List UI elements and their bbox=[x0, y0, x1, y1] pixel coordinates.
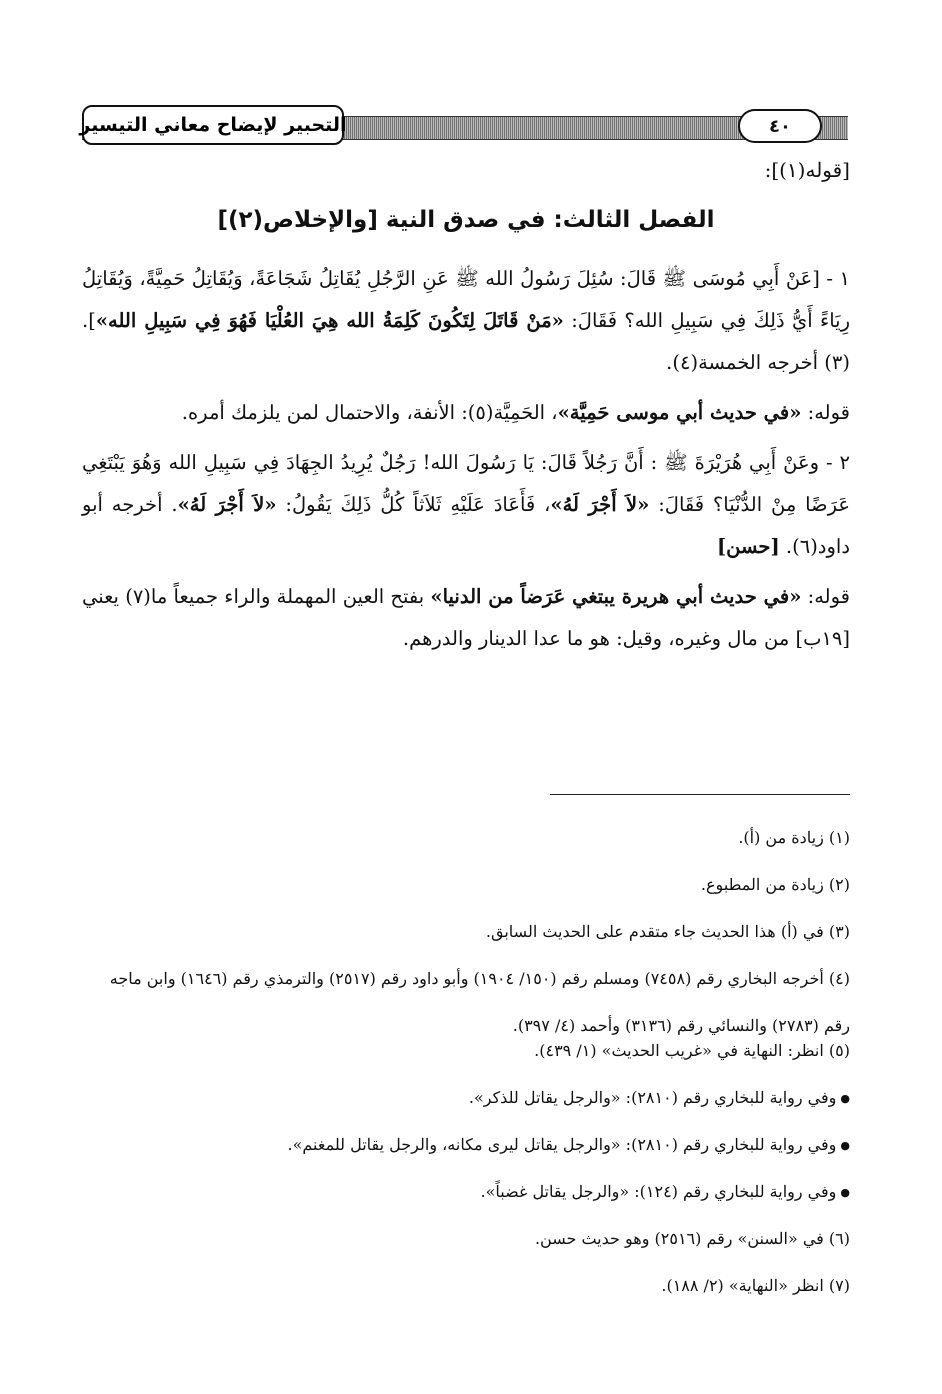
main-text bbox=[82, 258, 850, 668]
footnote-5: (٥) انظر: النهاية في «غريب الحديث» (١/ ٤٣٩). bbox=[534, 1041, 850, 1060]
hadith-2-text: ٢ - وعَنْ أَبِي هُرَيْرَةَ ﷺ : أَنَّ رَجُلاً قَالَ: يَا رَسُولَ الله! رَجُلٌ يُرِيدُ الجِهَادَ فِي سَبِيلِ الله وَهُوَ يَبْتَغِي عَرَضًا مِنْ الدُّنْيَا؟ فَقَالَ: bbox=[82, 451, 851, 516]
commentary-1-lead: قوله: bbox=[801, 401, 850, 424]
commentary-2-quote: «في حديث أبي هريرة يبتغي عَرَضاً من الدنيا» bbox=[430, 585, 802, 608]
commentary-1-quote: «في حديث أبي موسى حَمِيَّة» bbox=[557, 401, 802, 424]
hadith-1-source: ]. (٣) أخرجه الخمسة(٤). bbox=[82, 309, 850, 374]
running-header bbox=[79, 102, 848, 150]
footnote-6: (٦) في «السنن» رقم (٢٥١٦) وهو حديث حسن. bbox=[534, 1229, 850, 1248]
book-title: التحبير لإيضاح معاني التيسير bbox=[82, 105, 344, 145]
hadith-1-text: ١ - [عَنْ أَبِي مُوسَى ﷺ قَالَ: سُئِلَ رَسُولُ الله ﷺ عَنِ الرَّجُلِ يُقَاتِلُ شَجَاعَةً، وَيُقَاتِلُ حَمِيَّةً، وَيُقَاتِلُ رِيَاءً أَيُّ ذَلِكَ فِي سَبِيلِ الله؟ فَقَالَ: bbox=[82, 267, 850, 332]
footnote-4: (٤) أخرجه البخاري رقم (٧٤٥٨) ومسلم رقم (١٥٠/ ١٩٠٤) وأبو داود رقم (٢٥١٧) والترمذي رقم (١٦٤٦) وابن ماجه رقم (٢٧٨٣) والنسائي رقم (٣١٣٦) وأحمد (٤/ ٣٩٧). bbox=[109, 969, 850, 1035]
footnote-5-bullet-3: ● وفي رواية للبخاري رقم (١٢٤): «والرجل يقاتل غضباً». bbox=[82, 1180, 850, 1227]
commentary-1 bbox=[82, 392, 850, 434]
hadith-2-source: . أخرجه أبو داود(٦). bbox=[82, 493, 850, 558]
hadith-2 bbox=[82, 442, 850, 568]
hadith-2-quote-2: «لاَ أَجْرَ لَهُ» bbox=[177, 493, 277, 516]
footnote-3: (٣) في (أ) هذا الحديث جاء متقدم على الحديث السابق. bbox=[485, 922, 850, 941]
footnote-5-bullet-1: ● وفي رواية للبخاري رقم (٢٨١٠): «والرجل يقاتل للذكر». bbox=[82, 1086, 850, 1133]
commentary-1-text: ، الحَمِيَّة(٥): الأنفة، والاحتمال لمن يلزمك أمره. bbox=[181, 401, 558, 424]
footnote-7: (٧) انظر «النهاية» (٢/ ١٨٨). bbox=[661, 1276, 850, 1295]
footnote-1: (١) زيادة من (أ). bbox=[738, 828, 850, 847]
hadith-2-text-2: ، فَأَعَادَ عَلَيْهِ ثَلاَثاً كُلُّ ذَلِكَ يَقُولُ: bbox=[276, 493, 551, 516]
section-title: الفصل الثالث: في صدق النية [والإخلاص(٢)] bbox=[217, 207, 715, 233]
qawluh-line: [قوله(١)]: bbox=[764, 158, 850, 182]
commentary-2-lead: قوله: bbox=[801, 585, 850, 608]
footnote-5-bullet-2: ● وفي رواية للبخاري رقم (٢٨١٠): «والرجل يقاتل ليرى مكانه، والرجل يقاتل للمغنم». bbox=[82, 1133, 850, 1180]
page-number: ٤٠ bbox=[738, 109, 822, 143]
commentary-2-text: بفتح العين المهملة والراء جميعاً ما(٧) يعني [١٩ب] من مال وغيره، وقيل: هو ما عدا الدينار والدرهم. bbox=[82, 585, 850, 650]
footnote-2: (٢) زيادة من المطبوع. bbox=[700, 875, 850, 894]
hadith-2-grade: [حسن] bbox=[716, 535, 780, 558]
commentary-2 bbox=[82, 576, 850, 660]
hadith-1-quote: «مَنْ قَاتَلَ لِتَكُونَ كَلِمَةُ الله هِيَ العُلْيَا فَهُوَ فِي سَبِيلِ الله» bbox=[95, 309, 564, 332]
hadith-2-quote-1: «لاَ أَجْرَ لَهُ» bbox=[550, 493, 650, 516]
hadith-1 bbox=[82, 258, 850, 384]
footnotes bbox=[82, 826, 850, 1321]
footnote-separator bbox=[550, 794, 850, 795]
